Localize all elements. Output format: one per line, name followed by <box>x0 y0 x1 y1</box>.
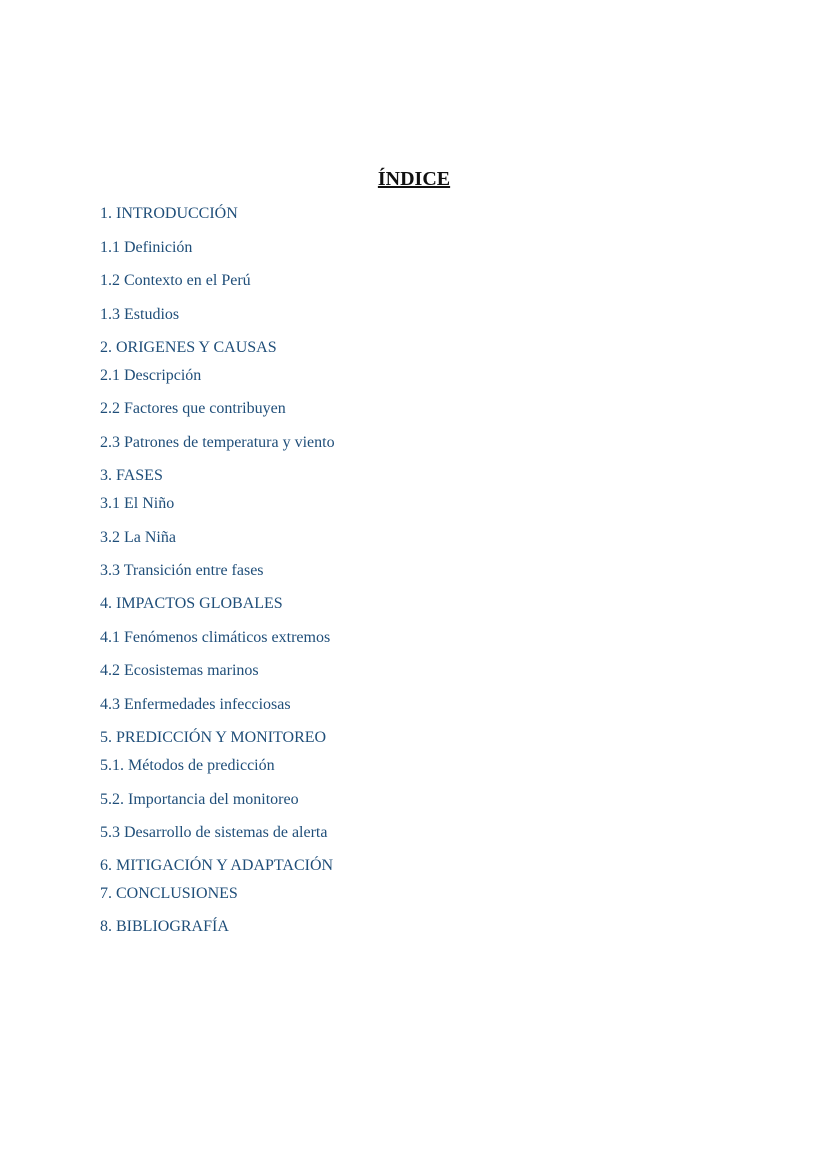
toc-entry-enfermedades[interactable]: 4.3 Enfermedades infecciosas <box>100 696 291 713</box>
toc-entry-descripcion[interactable]: 2.1 Descripción <box>100 367 202 384</box>
toc-entry-patrones[interactable]: 2.3 Patrones de temperatura y viento <box>100 434 335 451</box>
toc-entry-bibliografia[interactable]: 8. BIBLIOGRAFÍA <box>100 918 229 935</box>
toc-entry-el-nino[interactable]: 3.1 El Niño <box>100 495 175 512</box>
toc-entry-mitigacion[interactable]: 6. MITIGACIÓN Y ADAPTACIÓN <box>100 857 334 874</box>
toc-entry-importancia[interactable]: 5.2. Importancia del monitoreo <box>100 791 299 808</box>
toc-entry-metodos[interactable]: 5.1. Métodos de predicción <box>100 757 275 774</box>
toc-entry-impactos-globales[interactable]: 4. IMPACTOS GLOBALES <box>100 595 283 612</box>
toc-entry-contexto-peru[interactable]: 1.2 Contexto en el Perú <box>100 272 251 289</box>
toc-entry-origenes-causas[interactable]: 2. ORIGENES Y CAUSAS <box>100 339 277 356</box>
toc-title: ÍNDICE <box>377 168 451 190</box>
toc-entry-definicion[interactable]: 1.1 Definición <box>100 239 193 256</box>
toc-entry-estudios[interactable]: 1.3 Estudios <box>100 306 180 323</box>
toc-entry-sistemas-alerta[interactable]: 5.3 Desarrollo de sistemas de alerta <box>100 824 328 841</box>
toc-entry-factores[interactable]: 2.2 Factores que contribuyen <box>100 400 286 417</box>
toc-entry-fenomenos[interactable]: 4.1 Fenómenos climáticos extremos <box>100 629 331 646</box>
toc-entry-prediccion-monitoreo[interactable]: 5. PREDICCIÓN Y MONITOREO <box>100 729 327 746</box>
toc-entry-transicion[interactable]: 3.3 Transición entre fases <box>100 562 264 579</box>
toc-entry-introduccion[interactable]: 1. INTRODUCCIÓN <box>100 205 238 222</box>
toc-entry-conclusiones[interactable]: 7. CONCLUSIONES <box>100 885 238 902</box>
toc-entry-ecosistemas[interactable]: 4.2 Ecosistemas marinos <box>100 662 259 679</box>
toc-entry-la-nina[interactable]: 3.2 La Niña <box>100 529 176 546</box>
toc-entry-fases[interactable]: 3. FASES <box>100 467 163 484</box>
